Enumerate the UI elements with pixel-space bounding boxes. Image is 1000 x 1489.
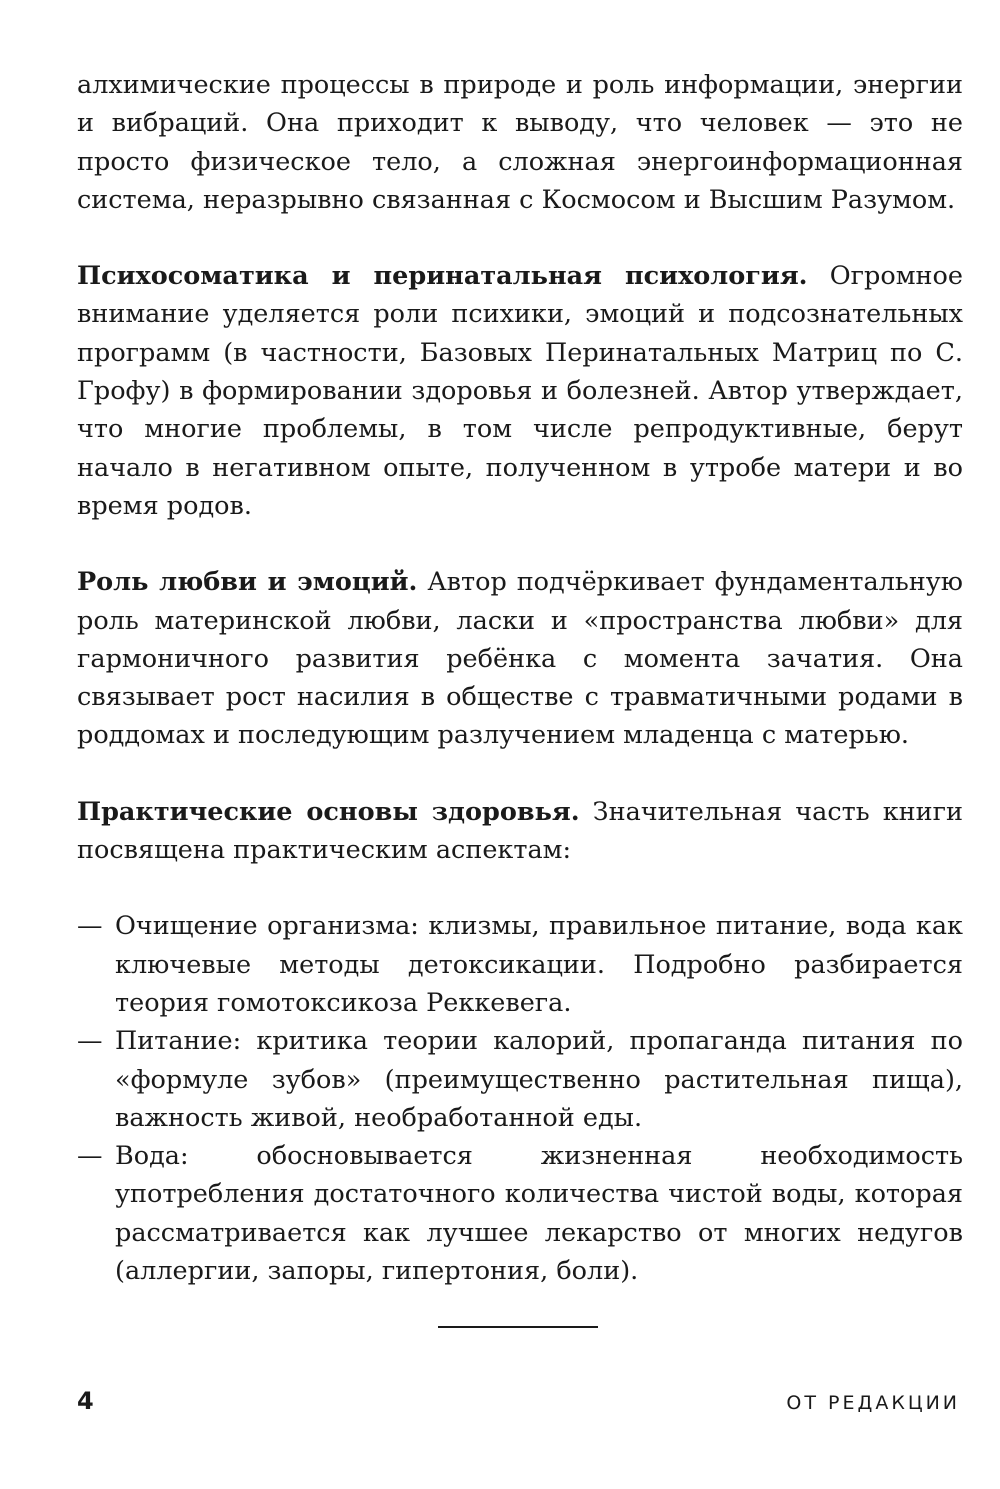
list-item-text: Вода: обосновывается жизненная необходимость употребления достаточного количества чистой воды, которая рассматривается как лучшее лекарство от многих недугов (аллергии, запоры, гипертония, боли). (115, 1141, 963, 1287)
list-item-text: Питание: критика теории калорий, пропаганда питания по «формуле зубов» (преимущественно растительная пища), важность живой, необработанной еды. (115, 1026, 963, 1133)
section-body: Значительная часть книги посвящена практическим аспектам: (77, 796, 963, 866)
running-head: ОТ РЕДАКЦИИ (786, 1392, 960, 1414)
dash-marker: — (77, 1026, 103, 1057)
list-item-text: Очищение организма: клизмы, правильное питание, вода как ключевые методы детоксикации. Подробно разбирается теория гомотоксикоза Реккевега. (115, 911, 963, 1018)
list-item (77, 907, 963, 1022)
intro-paragraph: алхимические процессы в природе и роль информации, энергии и вибраций. Она приходит к выводу, что человек — это не просто физическое тело, а сложная энергоинформационная система, неразрывно связанная с Космосом и Высшим Разумом. (77, 70, 963, 215)
section-heading: Роль любви и эмоций. (77, 567, 418, 598)
section-body: Огромное внимание уделяется роли психики, эмоций и подсознательных программ (в частности, Базовых Перинатальных Матриц по С. Грофу) в формировании здоровья и болезней. Автор утверждает, что многие проблемы, в том числе репродуктивные, берут начало в негативном опыте, полученном в утробе матери и во время родов. (77, 261, 963, 521)
practical-list (77, 907, 963, 1290)
dash-marker: — (77, 911, 103, 942)
page-number: 4 (77, 1387, 94, 1415)
page-body (77, 66, 963, 1290)
list-item (77, 1137, 963, 1290)
section-practical-health (77, 793, 963, 870)
section-heading: Психосоматика и перинатальная психология. (77, 261, 808, 292)
section-psychosomatics (77, 257, 963, 525)
section-love-emotions (77, 563, 963, 754)
section-body: Автор подчёркивает фундаментальную роль материнской любви, ласки и «пространства любви» для гармоничного развития ребёнка с момента зачатия. Она связывает рост насилия в обществе с травматичными родами в роддомах и последующим разлучением младенца с матерью. (77, 567, 963, 751)
list-item (77, 1022, 963, 1137)
dash-marker: — (77, 1141, 103, 1172)
section-end-rule (438, 1326, 598, 1328)
section-heading: Практические основы здоровья. (77, 796, 580, 827)
